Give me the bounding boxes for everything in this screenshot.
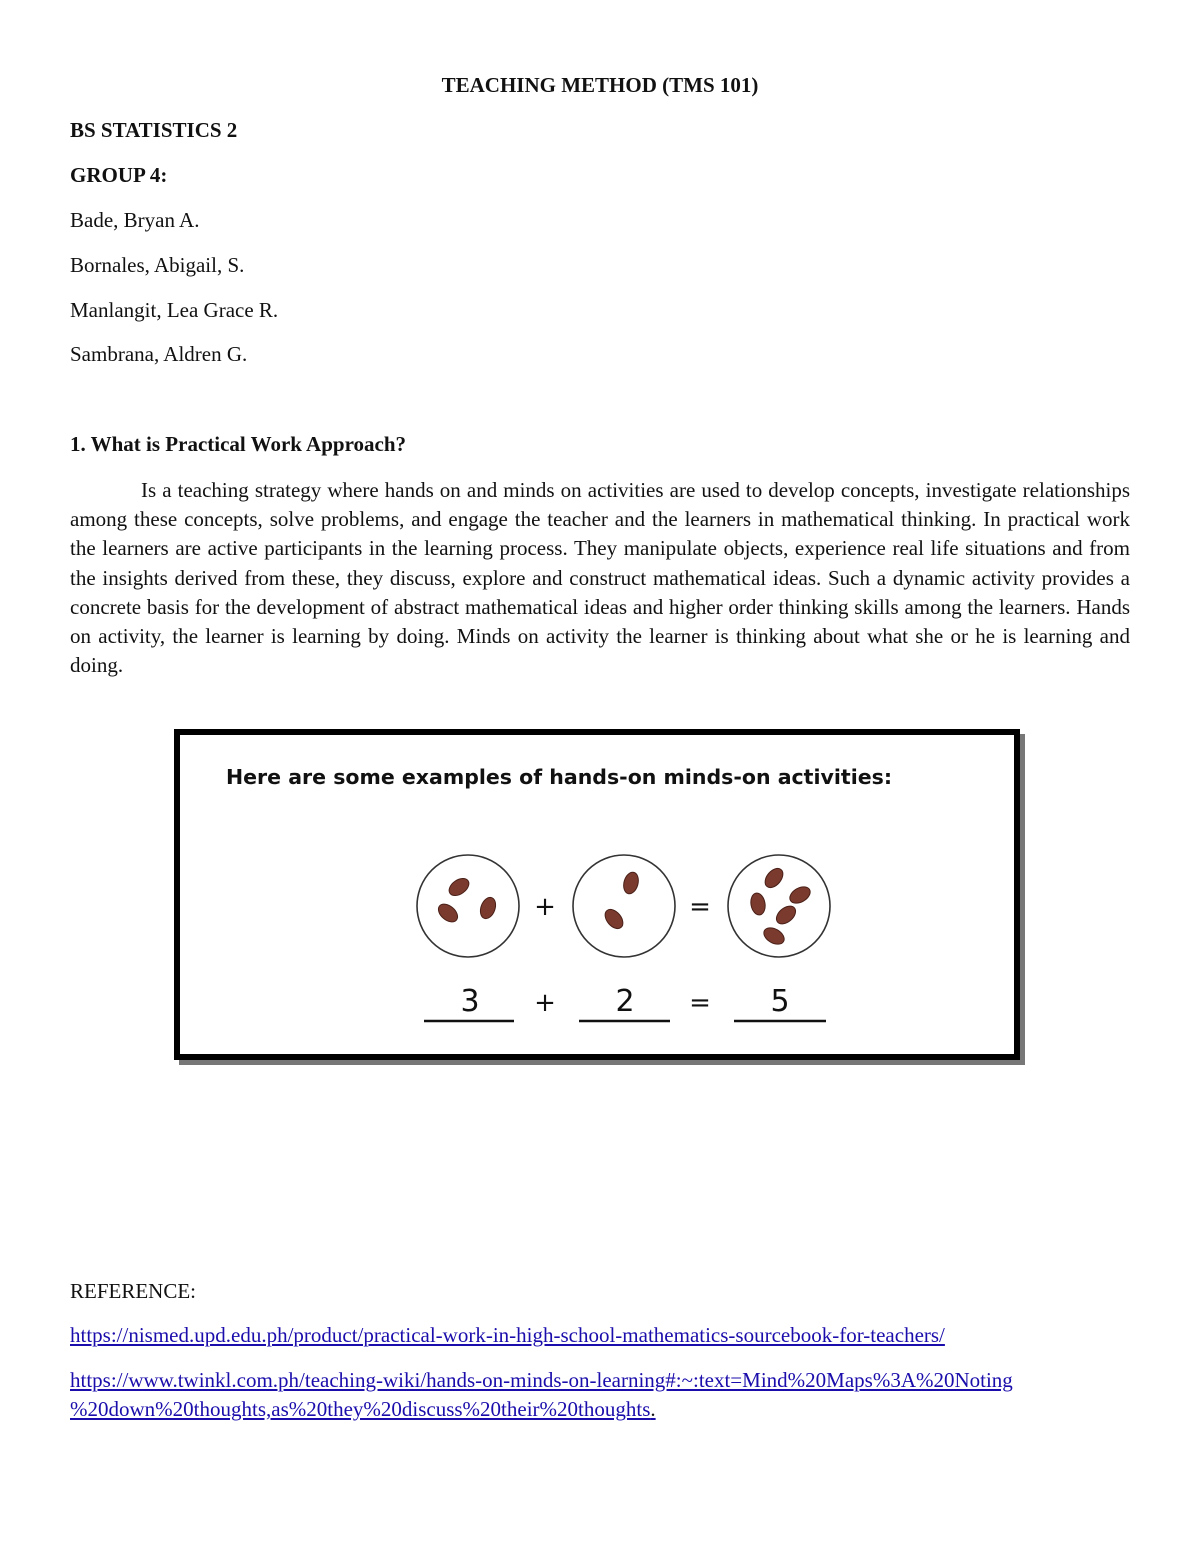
reference-link-2-text[interactable]: %20down%20thoughts,as%20they%20discuss%20their%20thoughts bbox=[70, 1397, 651, 1421]
bean-icon bbox=[602, 906, 627, 932]
document-title: TEACHING METHOD (TMS 101) bbox=[441, 73, 759, 97]
bean-circle-2 bbox=[573, 855, 675, 957]
bean-icon bbox=[446, 875, 472, 899]
equals-sign-top: = bbox=[689, 892, 711, 922]
bean-group-2 bbox=[602, 871, 641, 932]
bean-addition-illustration bbox=[180, 735, 1014, 1054]
reference-period: . bbox=[650, 1397, 656, 1421]
section-heading: 1. What is Practical Work Approach? bbox=[70, 432, 407, 456]
bean-icon bbox=[749, 892, 767, 916]
group-label: GROUP 4: bbox=[70, 163, 168, 187]
section-body: Is a teaching strategy where hands on and minds on activities are used to develop concepts, investigate relationships among these concepts, solve problems, and engage the teacher and the learners in mathematical thinking. In practical work the learners are active participants in the learning process. They manipulate objects, experience real life situations and from the insights derived from these, they discuss, explore and construct mathematical ideas. Such a dynamic activity provides a concrete basis for the development of abstract mathematical ideas and higher order thinking skills among the learners. Hands on activity, the learner is learning by doing. Minds on activity the learner is thinking about what she or he is learning and doing. bbox=[70, 478, 1130, 678]
bean-group-1 bbox=[435, 875, 498, 925]
bean-icon bbox=[478, 895, 499, 920]
reference-label: REFERENCE: bbox=[70, 1279, 197, 1303]
bean-icon bbox=[761, 924, 787, 947]
figure-caption: Here are some examples of hands-on minds-on activities: bbox=[226, 765, 893, 789]
member-name: Manlangit, Lea Grace R. bbox=[70, 298, 279, 322]
addend-1: 3 bbox=[460, 984, 480, 1019]
reference-link-1[interactable]: https://nismed.upd.edu.ph/product/practical-work-in-high-school-mathematics-sourcebook-for-teachers/ bbox=[70, 1323, 945, 1347]
bean-group-3 bbox=[749, 865, 813, 947]
bean-circle-1 bbox=[417, 855, 519, 957]
sum: 5 bbox=[770, 984, 790, 1019]
course-label: BS STATISTICS 2 bbox=[70, 118, 238, 142]
plus-sign-top: + bbox=[534, 892, 556, 922]
member-name: Sambrana, Aldren G. bbox=[70, 342, 248, 366]
bean-icon bbox=[621, 871, 640, 896]
reference-link-2-line-1[interactable]: https://www.twinkl.com.ph/teaching-wiki/hands-on-minds-on-learning#:~:text=Mind%20Maps%3A%20Noting bbox=[70, 1368, 1013, 1392]
addend-2: 2 bbox=[615, 984, 635, 1019]
plus-sign-bottom: + bbox=[534, 988, 556, 1018]
equals-sign-bottom: = bbox=[689, 988, 711, 1018]
bean-icon bbox=[787, 883, 813, 906]
bean-icon bbox=[773, 903, 799, 928]
member-name: Bornales, Abigail, S. bbox=[70, 253, 245, 277]
bean-icon bbox=[435, 901, 461, 926]
activity-figure bbox=[174, 729, 1020, 1060]
bean-icon bbox=[762, 865, 787, 891]
member-name: Bade, Bryan A. bbox=[70, 208, 200, 232]
reference-link-2-line-2[interactable] bbox=[70, 1397, 656, 1422]
